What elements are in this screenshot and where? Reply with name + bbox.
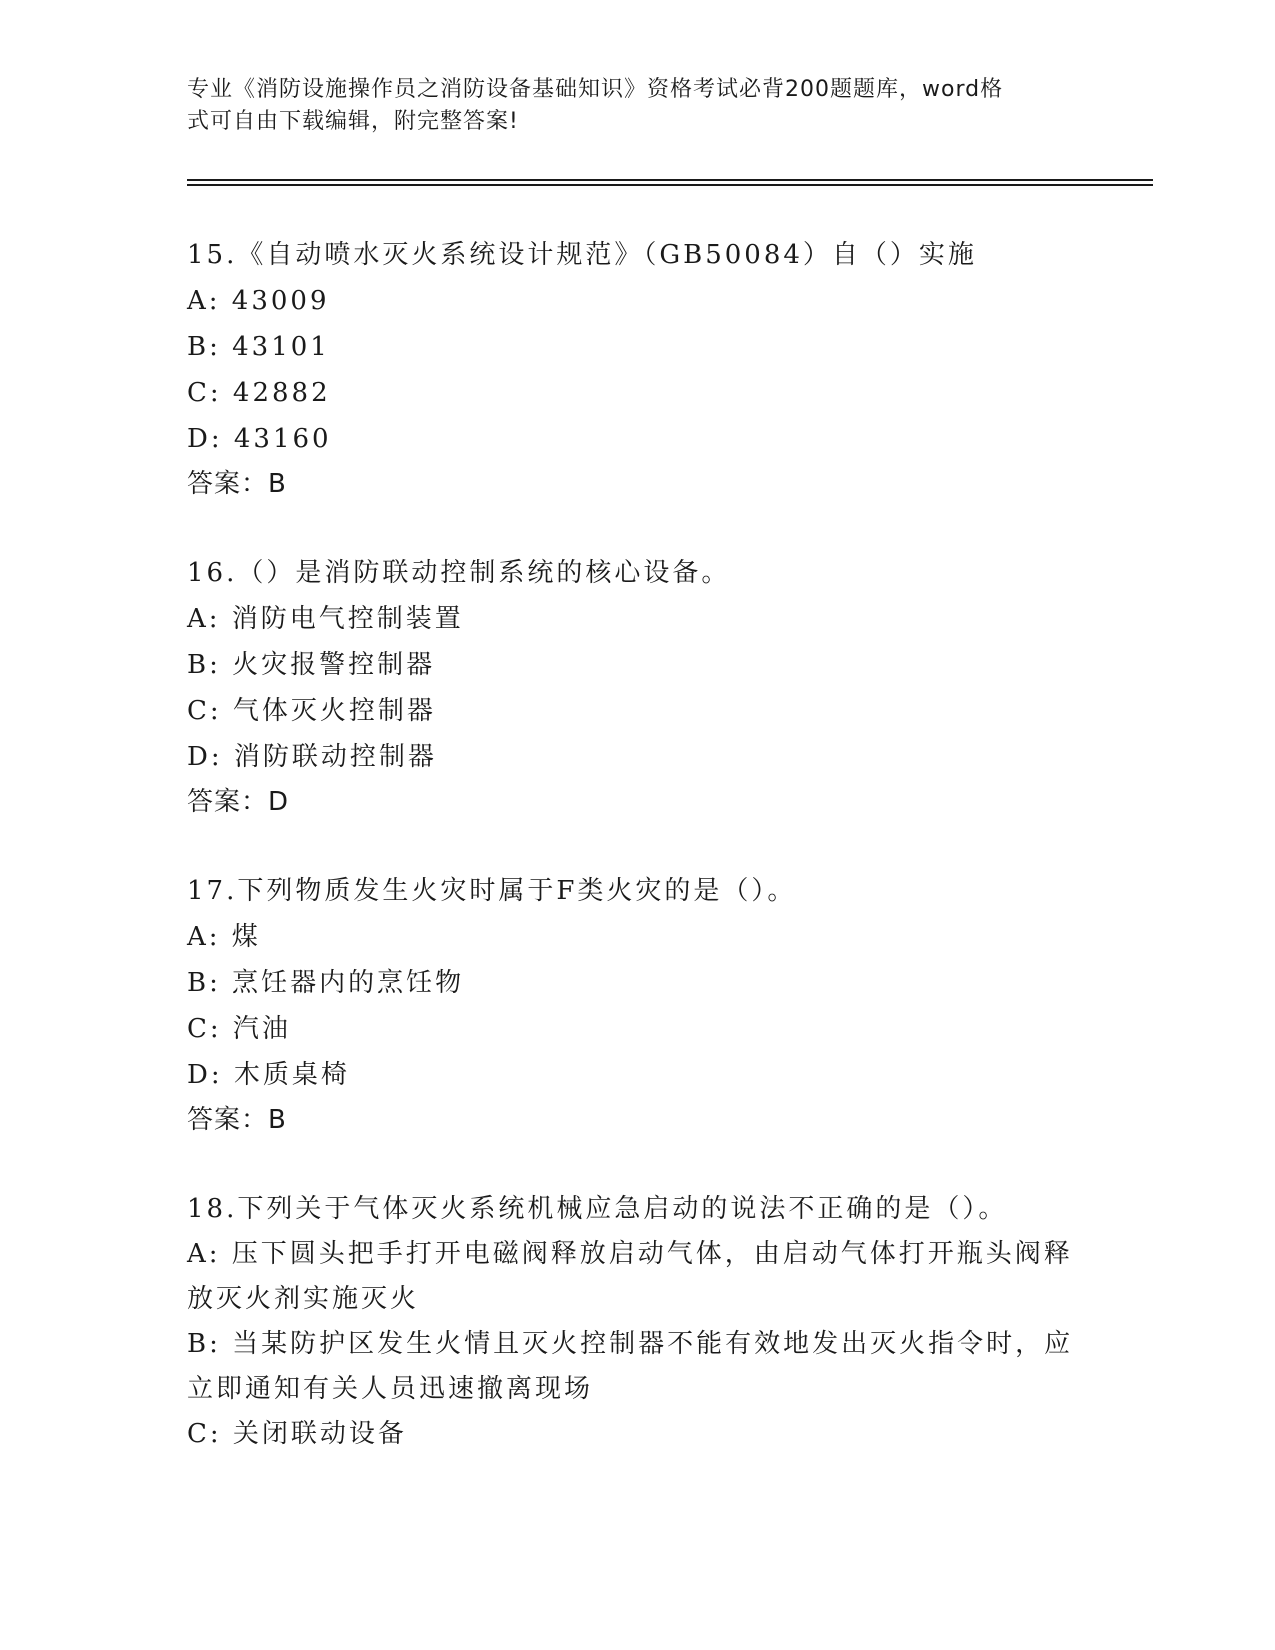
option-c: C: 42882	[187, 378, 331, 408]
option-d: D: 43160	[187, 424, 332, 454]
option-b: B: 火灾报警控制器	[187, 650, 436, 680]
option-b: B: 当某防护区发生火情且灭火控制器不能有效地发出灭火指令时，应立即通知有关人员迅速撤离现场	[187, 1329, 1074, 1404]
question-list	[187, 232, 1087, 1501]
header-line-1: 专业《消防设施操作员之消防设备基础知识》资格考试必背200题题库，word格	[187, 77, 1004, 102]
question-text: 18.下列关于气体灭火系统机械应急启动的说法不正确的是（）。	[187, 1194, 1008, 1224]
answer: 答案：D	[187, 787, 290, 817]
option-b: B: 43101	[187, 332, 330, 362]
question-15	[187, 232, 1087, 506]
header-divider-bottom	[187, 184, 1153, 186]
document-header	[187, 74, 1067, 138]
option-a: A: 消防电气控制装置	[187, 604, 464, 634]
header-line-2: 式可自由下载编辑，附完整答案!	[187, 109, 519, 134]
question-text: 15.《自动喷水灭火系统设计规范》（GB50084）自（）实施	[187, 240, 977, 270]
question-18	[187, 1186, 1087, 1457]
question-text: 17.下列物质发生火灾时属于F类火灾的是（）。	[187, 876, 797, 906]
option-a: A: 煤	[187, 922, 261, 952]
option-a: A: 压下圆头把手打开电磁阀释放启动气体，由启动气体打开瓶头阀释放灭火剂实施灭火	[187, 1239, 1073, 1314]
answer: 答案：B	[187, 469, 287, 499]
question-16	[187, 550, 1087, 824]
option-c: C: 气体灭火控制器	[187, 696, 436, 726]
option-d: D: 消防联动控制器	[187, 742, 437, 772]
header-divider-top	[187, 179, 1153, 181]
option-b: B: 烹饪器内的烹饪物	[187, 968, 465, 998]
option-a: A: 43009	[187, 286, 330, 316]
answer: 答案：B	[187, 1105, 287, 1135]
option-d: D: 木质桌椅	[187, 1060, 350, 1090]
option-c: C: 汽油	[187, 1014, 291, 1044]
question-17	[187, 868, 1087, 1142]
question-text: 16.（）是消防联动控制系统的核心设备。	[187, 558, 731, 588]
option-c: C: 关闭联动设备	[187, 1419, 407, 1449]
